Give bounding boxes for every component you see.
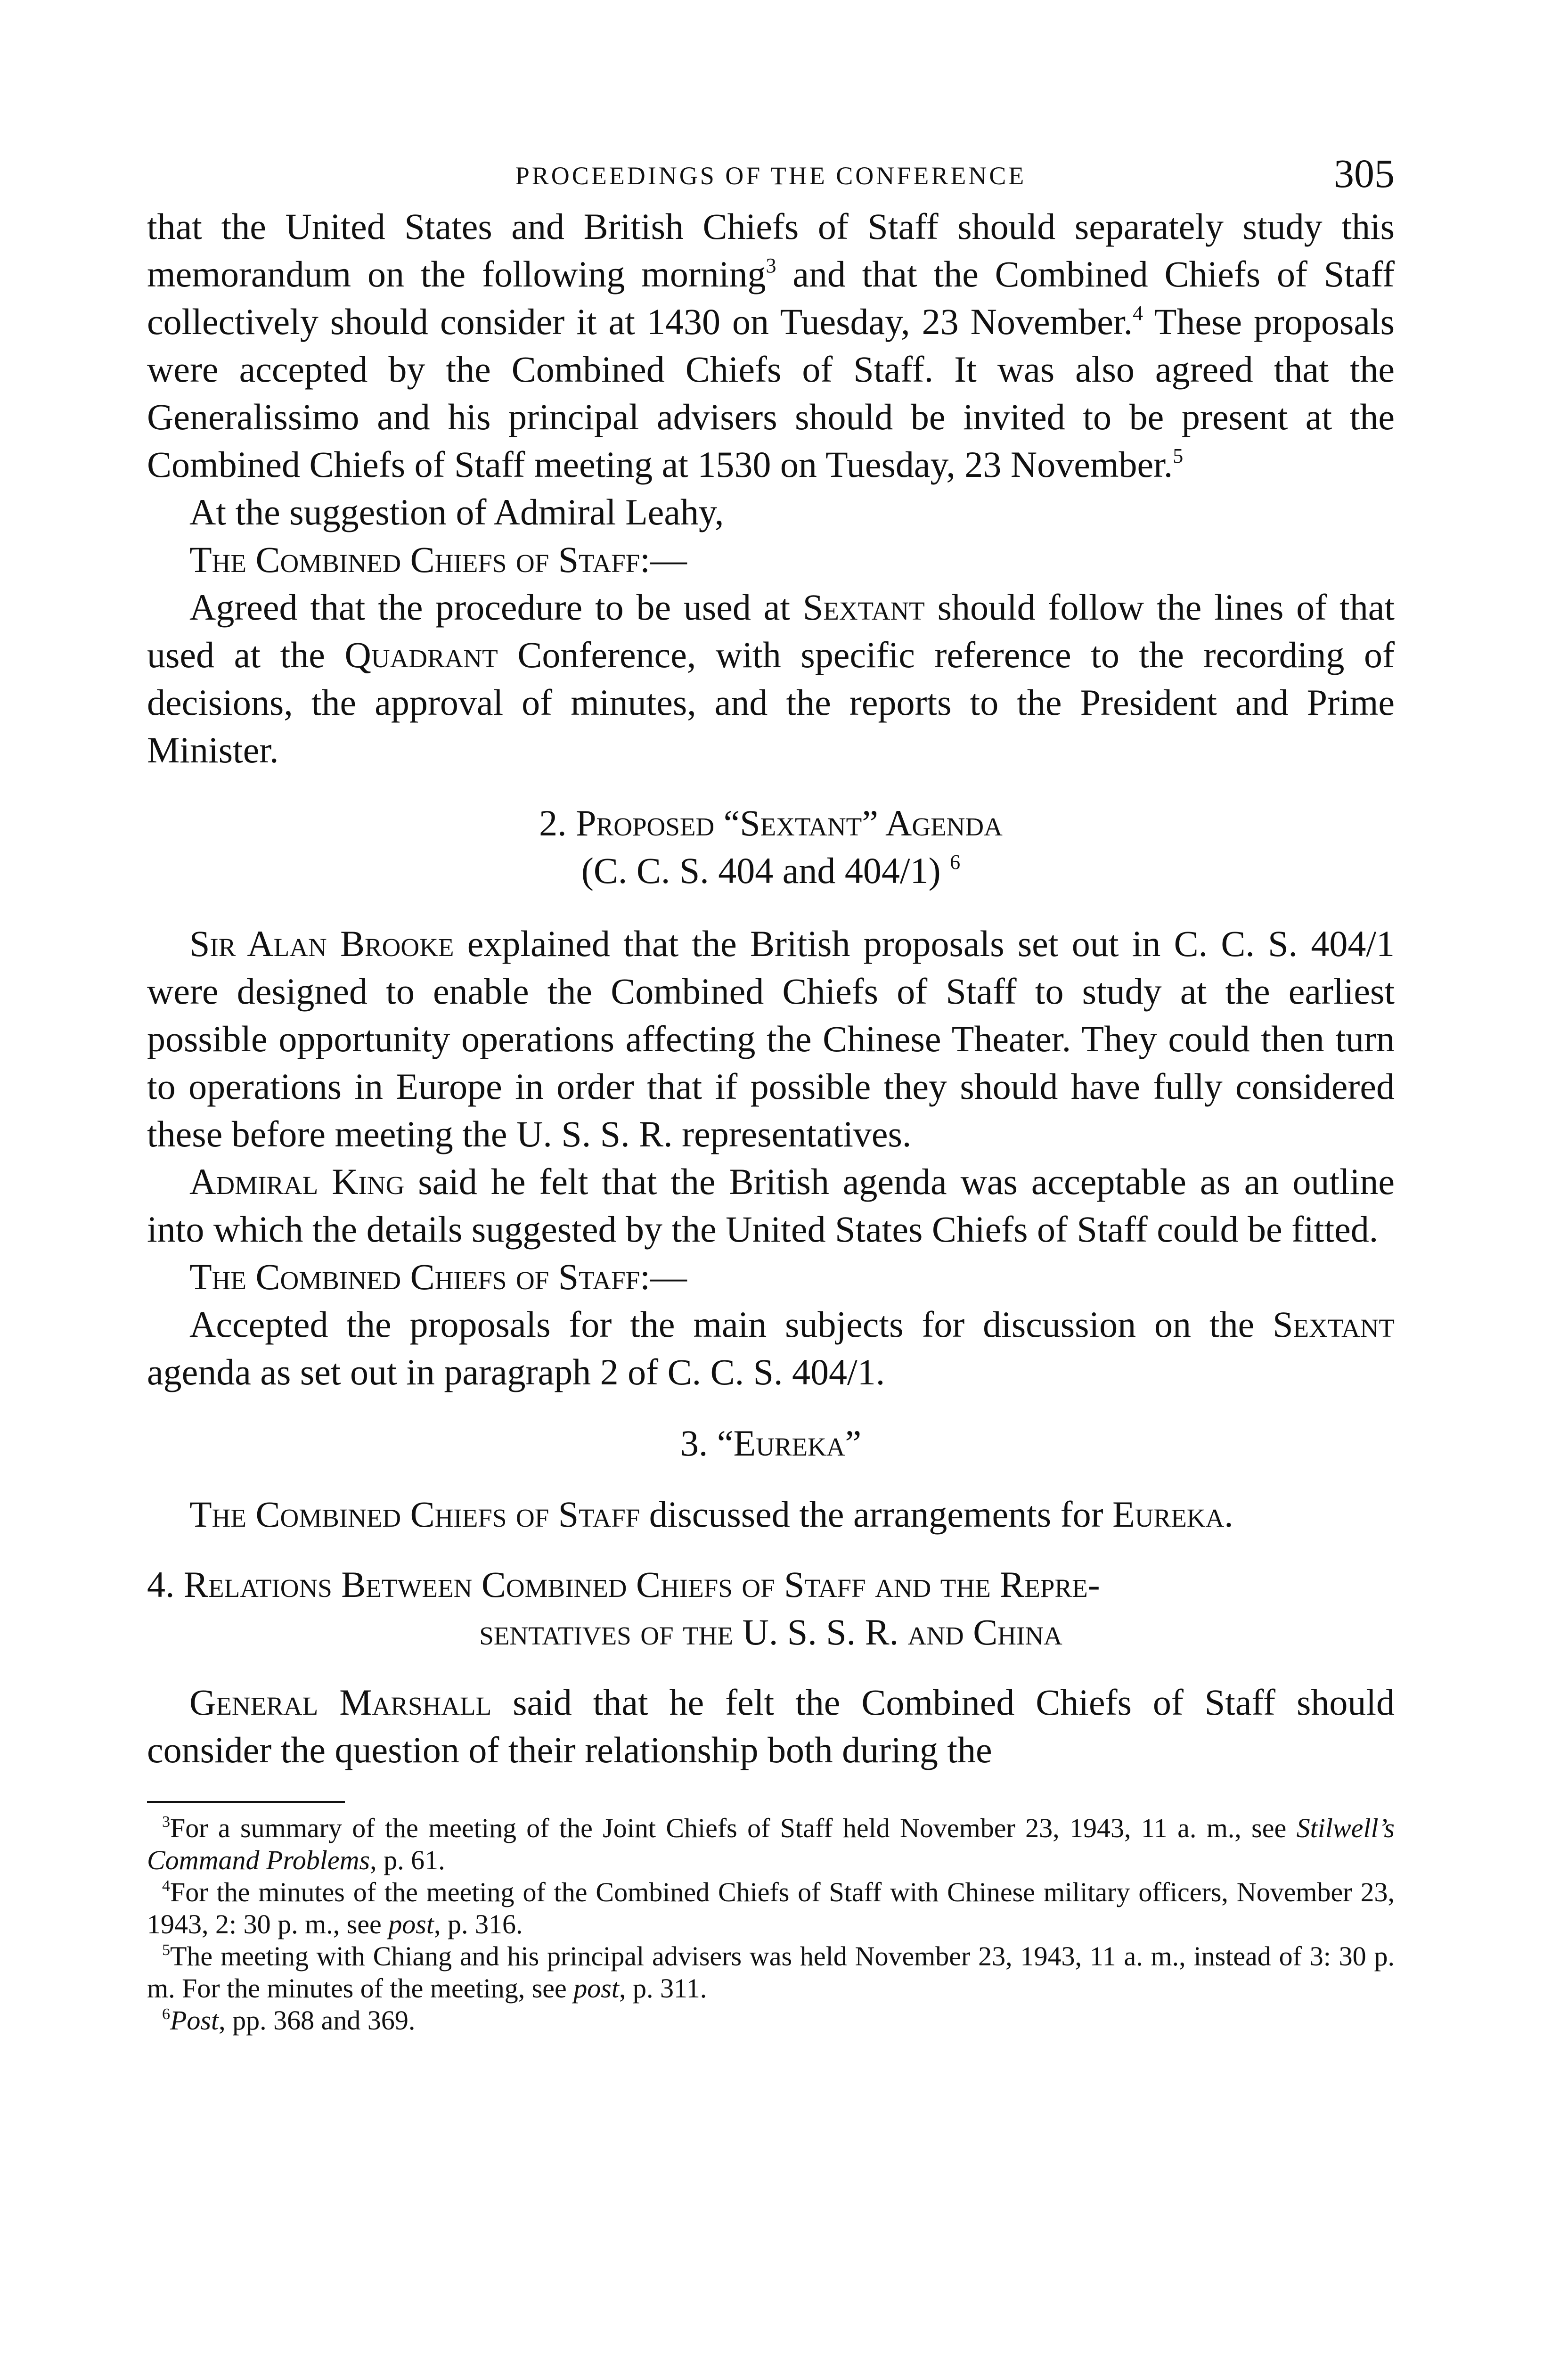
paragraph-brooke: Sir Alan Brooke explained that the British proposals set out in C. C. S. 404/1 were designed to enable the Combined Chiefs of Staff to study at the earliest possible opportunity operations affecting the Chinese Theater. They could then turn to operations in Europe in order that if possible they should have fully considered these before meeting the U. S. S. R. representatives.	[147, 923, 1395, 1154]
ccs-heading-2: The Combined Chiefs of Staff:—	[189, 1256, 687, 1297]
footnote-ref-3: 3	[766, 254, 776, 277]
footnote-6: $^6$Post, pp. 368 and 369.	[162, 2005, 416, 2036]
paragraph-king: Admiral King said he felt that the British agenda was acceptable as an outline into which the details suggested by the United States Chiefs of Staff could be fitted.	[147, 1161, 1395, 1250]
footnote-4: $^4$For the minutes of the meeting of the Combined Chiefs of Staff with Chinese military officers, November 23, 1943, 2: 30 p. m., see post, p. 316.	[147, 1877, 1395, 1939]
running-head	[147, 151, 1395, 203]
speaker-name: Admiral King	[189, 1161, 405, 1202]
section-heading-4: 4. Relations Between Combined Chiefs of Staff and the Repre-	[147, 1564, 1100, 1605]
codename-sextant: Sextant	[802, 587, 925, 628]
speaker-name: General Marshall	[189, 1682, 492, 1723]
speaker-name: Sir Alan Brooke	[189, 923, 454, 964]
paragraph-marshall: General Marshall said that he felt the Combined Chiefs of Staff should consider the question of their relationship both during the	[147, 1682, 1395, 1770]
subject-name: The Combined Chiefs of Staff	[189, 1494, 640, 1535]
footnotes	[147, 1812, 1395, 2037]
footnote-5: $^5$The meeting with Chiang and his principal advisers was held November 23, 1943, 11 a. m., instead of 3: 30 p. m. For the minutes of the meeting, see post, p. 311.	[147, 1941, 1395, 2004]
codename-quadrant: Quadrant	[344, 634, 498, 675]
section-heading-2: 2. Proposed “Sextant” Agenda	[539, 802, 1003, 843]
section-heading-4-line2: sentatives of the U. S. S. R. and China	[479, 1612, 1062, 1652]
footnote-ref-5: 5	[1173, 444, 1184, 467]
footnote-3: $^3$For a summary of the meeting of the Joint Chiefs of Staff held November 23, 1943, 11 a. m., see Stilwell’s Command Problems, p. 61.	[147, 1813, 1395, 1875]
paragraph-leahy-suggestion: At the suggestion of Admiral Leahy,	[189, 491, 724, 532]
footnote-ref-4: 4	[1133, 302, 1143, 325]
paragraph-agreed-procedure: Agreed that the procedure to be used at Sextant should follow the lines of that used at the Quadrant Conference, with specific reference to the recording of decisions, the approval of minutes, and the reports to the President and Prime Minister.	[147, 587, 1395, 770]
paragraph-eureka: The Combined Chiefs of Staff discussed the arrangements for Eureka.	[189, 1494, 1233, 1535]
document-page	[147, 151, 1395, 2037]
codename-eureka: Eureka	[1112, 1494, 1225, 1535]
body-text	[147, 203, 1395, 1774]
paragraph-accepted-proposals: Accepted the proposals for the main subjects for discussion on the Sextant agenda as set out in paragraph 2 of C. C. S. 404/1.	[147, 1304, 1395, 1392]
page-number: 305	[1334, 151, 1395, 196]
section-heading-2-subtitle: (C. C. S. 404 and 404/1) $^6$	[581, 850, 961, 891]
ccs-heading-1: The Combined Chiefs of Staff:—	[189, 539, 687, 580]
section-heading-3: 3. “Eureka”	[680, 1423, 862, 1464]
footnote-divider	[147, 1801, 345, 1803]
footnote-ref-6: 6	[950, 851, 961, 874]
running-head-title: PROCEEDINGS OF THE CONFERENCE	[515, 162, 1027, 190]
codename-sextant: Sextant	[1273, 1304, 1395, 1345]
paragraph-continuation: that the United States and British Chiefs of Staff should separately study this memorandum on the following morning$^3$ and that the Combined Chiefs of Staff collectively should consider it at 1430 on Tuesday, 23 November.$^4$ These proposals were accepted by the Combined Chiefs of Staff. It was also agreed that the Generalissimo and his principal advisers should be invited to be present at the Combined Chiefs of Staff meeting at 1530 on Tuesday, 23 November.$^5$	[147, 206, 1395, 485]
